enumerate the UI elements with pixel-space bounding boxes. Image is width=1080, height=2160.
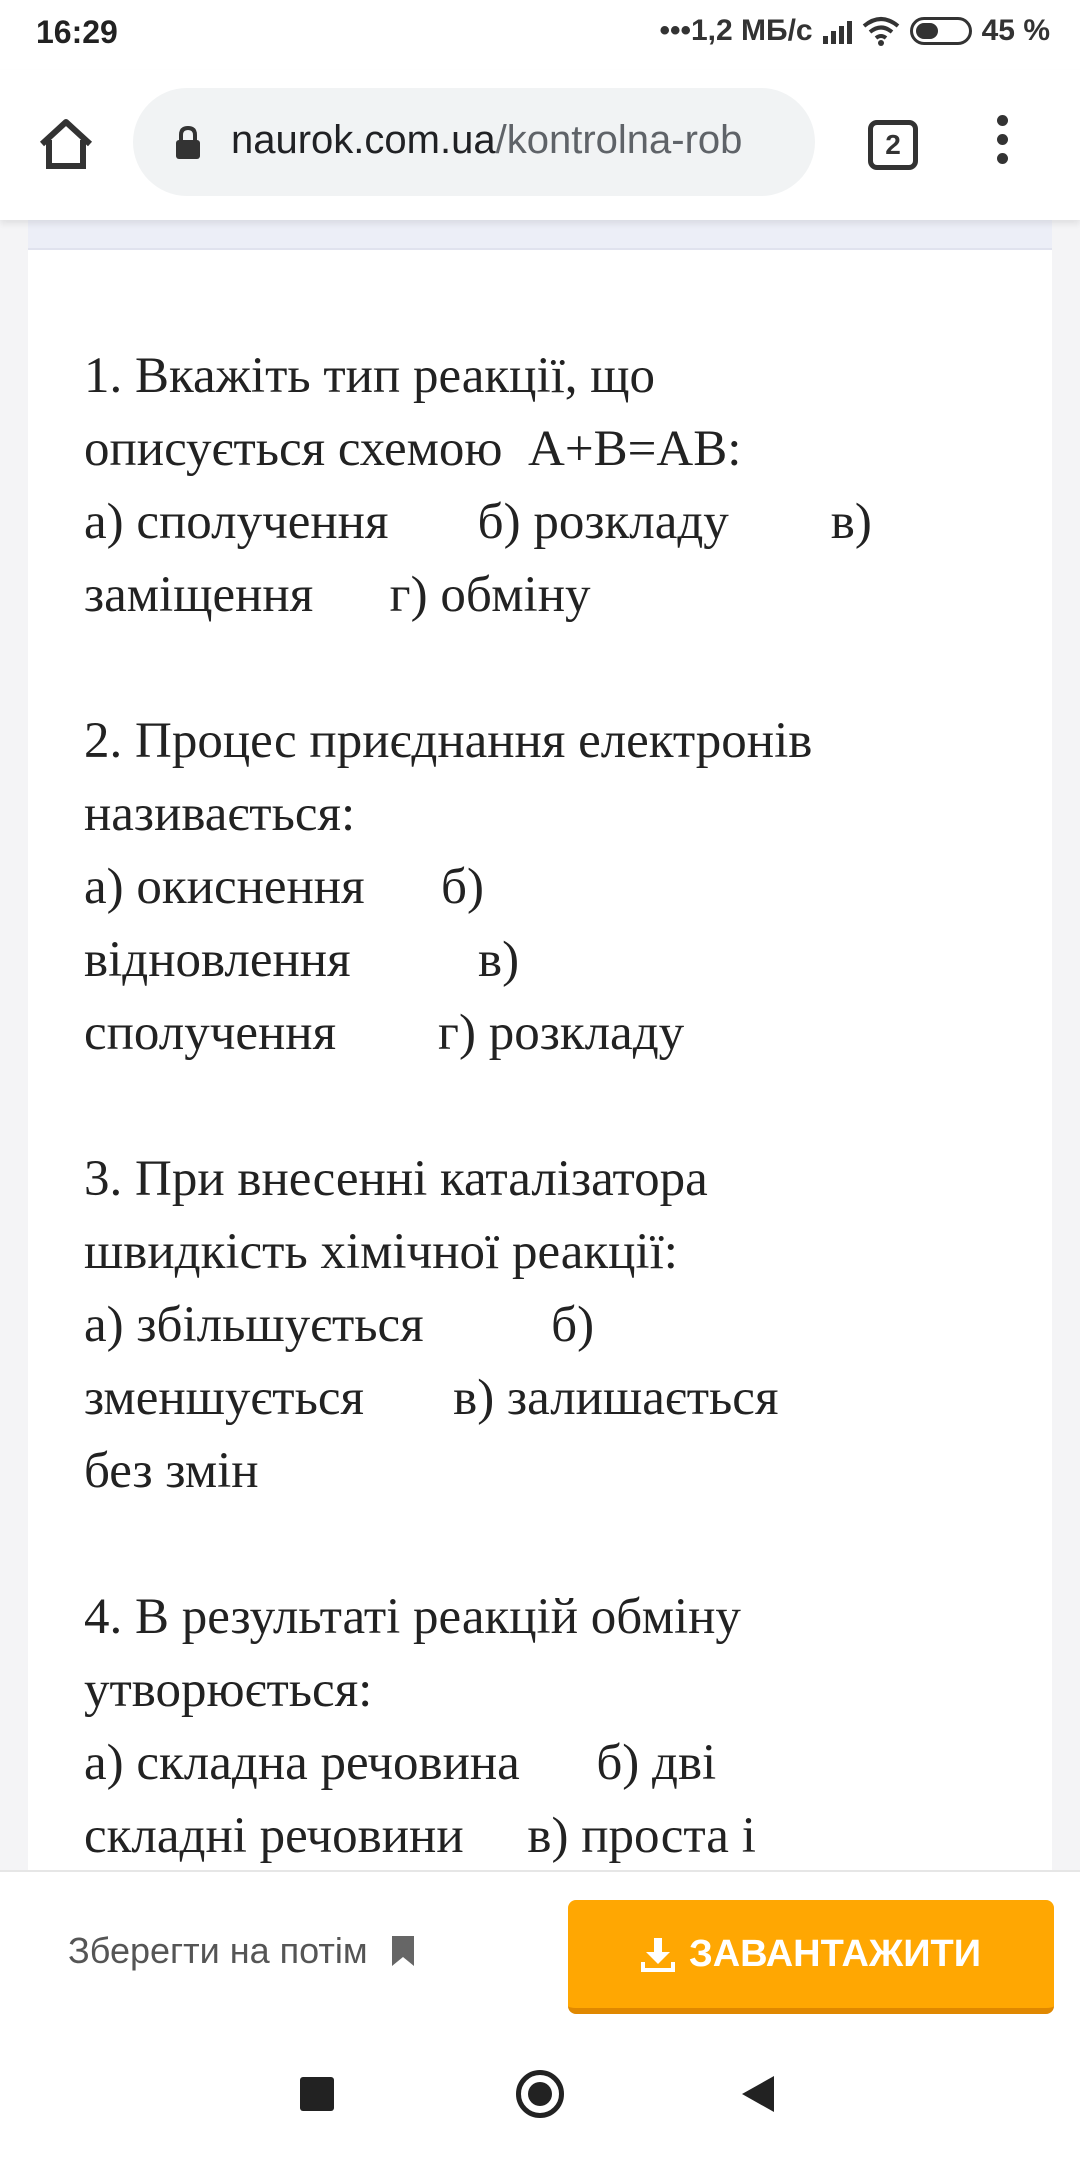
document-line: а) сполучення б) розкладу в): [84, 494, 872, 550]
document-line: 1. Вкажіть тип реакції, що: [84, 348, 656, 404]
document-line: описується схемою А+В=АВ:: [84, 421, 742, 477]
download-button[interactable]: [568, 1900, 1054, 2014]
document-line: а) окиснення б): [84, 859, 484, 915]
status-indicators: [659, 14, 1050, 48]
wifi-icon: [862, 16, 900, 46]
navigation-bar: [0, 2030, 1080, 2160]
url-path: /kontrolna-rob: [495, 118, 743, 162]
document-line: заміщення г) обміну: [84, 567, 591, 623]
document-card: [28, 220, 1052, 1870]
more-vert-icon[interactable]: [990, 115, 1014, 175]
document-line: відновлення в): [84, 932, 520, 988]
document-line: називається:: [84, 786, 356, 842]
battery-icon: [910, 17, 972, 45]
document-line: 2. Процес приєднання електронів: [84, 713, 813, 769]
card-header-strip: [28, 220, 1052, 250]
tabs-button[interactable]: 2: [868, 120, 918, 170]
document-line: без змін: [84, 1443, 259, 1499]
url-text[interactable]: [231, 118, 742, 163]
status-bar: [0, 0, 1080, 70]
document-line: а) збільшується б): [84, 1297, 595, 1353]
document-line: а) складна речовина б) дві: [84, 1735, 717, 1791]
save-later-label: Зберегти на потім: [68, 1930, 368, 1971]
battery-percent: 45 %: [981, 14, 1050, 47]
signal-icon: [823, 18, 852, 44]
url-bar[interactable]: [133, 88, 815, 196]
home-circle-icon[interactable]: [516, 2070, 564, 2118]
back-icon[interactable]: [742, 2076, 774, 2112]
download-icon: [641, 1936, 675, 1972]
network-speed: •••1,2 МБ/с: [659, 14, 813, 47]
save-later-button[interactable]: [68, 1930, 416, 1972]
document-line: швидкість хімічної реакції:: [84, 1224, 678, 1280]
lock-icon: [173, 126, 203, 160]
action-bar: [0, 1870, 1080, 2030]
status-time: 16:29: [36, 14, 118, 50]
document-line: 4. В результаті реакцій обміну: [84, 1589, 741, 1645]
url-domain: naurok.com.ua: [231, 118, 496, 162]
document-line: утворюється:: [84, 1662, 373, 1718]
home-icon[interactable]: [36, 114, 96, 174]
recents-icon[interactable]: [300, 2077, 334, 2111]
paragraph-gap: [84, 1508, 1044, 1581]
bookmark-icon: [390, 1934, 416, 1968]
paragraph-gap: [84, 632, 1044, 705]
document-line: складні речовини в) проста і: [84, 1808, 756, 1864]
paragraph-gap: [84, 1070, 1044, 1143]
document-line: зменшується в) залишається: [84, 1370, 779, 1426]
download-label: ЗАВАНТАЖИТИ: [688, 1932, 982, 1975]
document-line: сполучення г) розкладу: [84, 1005, 685, 1061]
browser-toolbar: [0, 70, 1080, 220]
document-line: 3. При внесенні каталізатора: [84, 1151, 708, 1207]
document-text: [84, 340, 1044, 1870]
